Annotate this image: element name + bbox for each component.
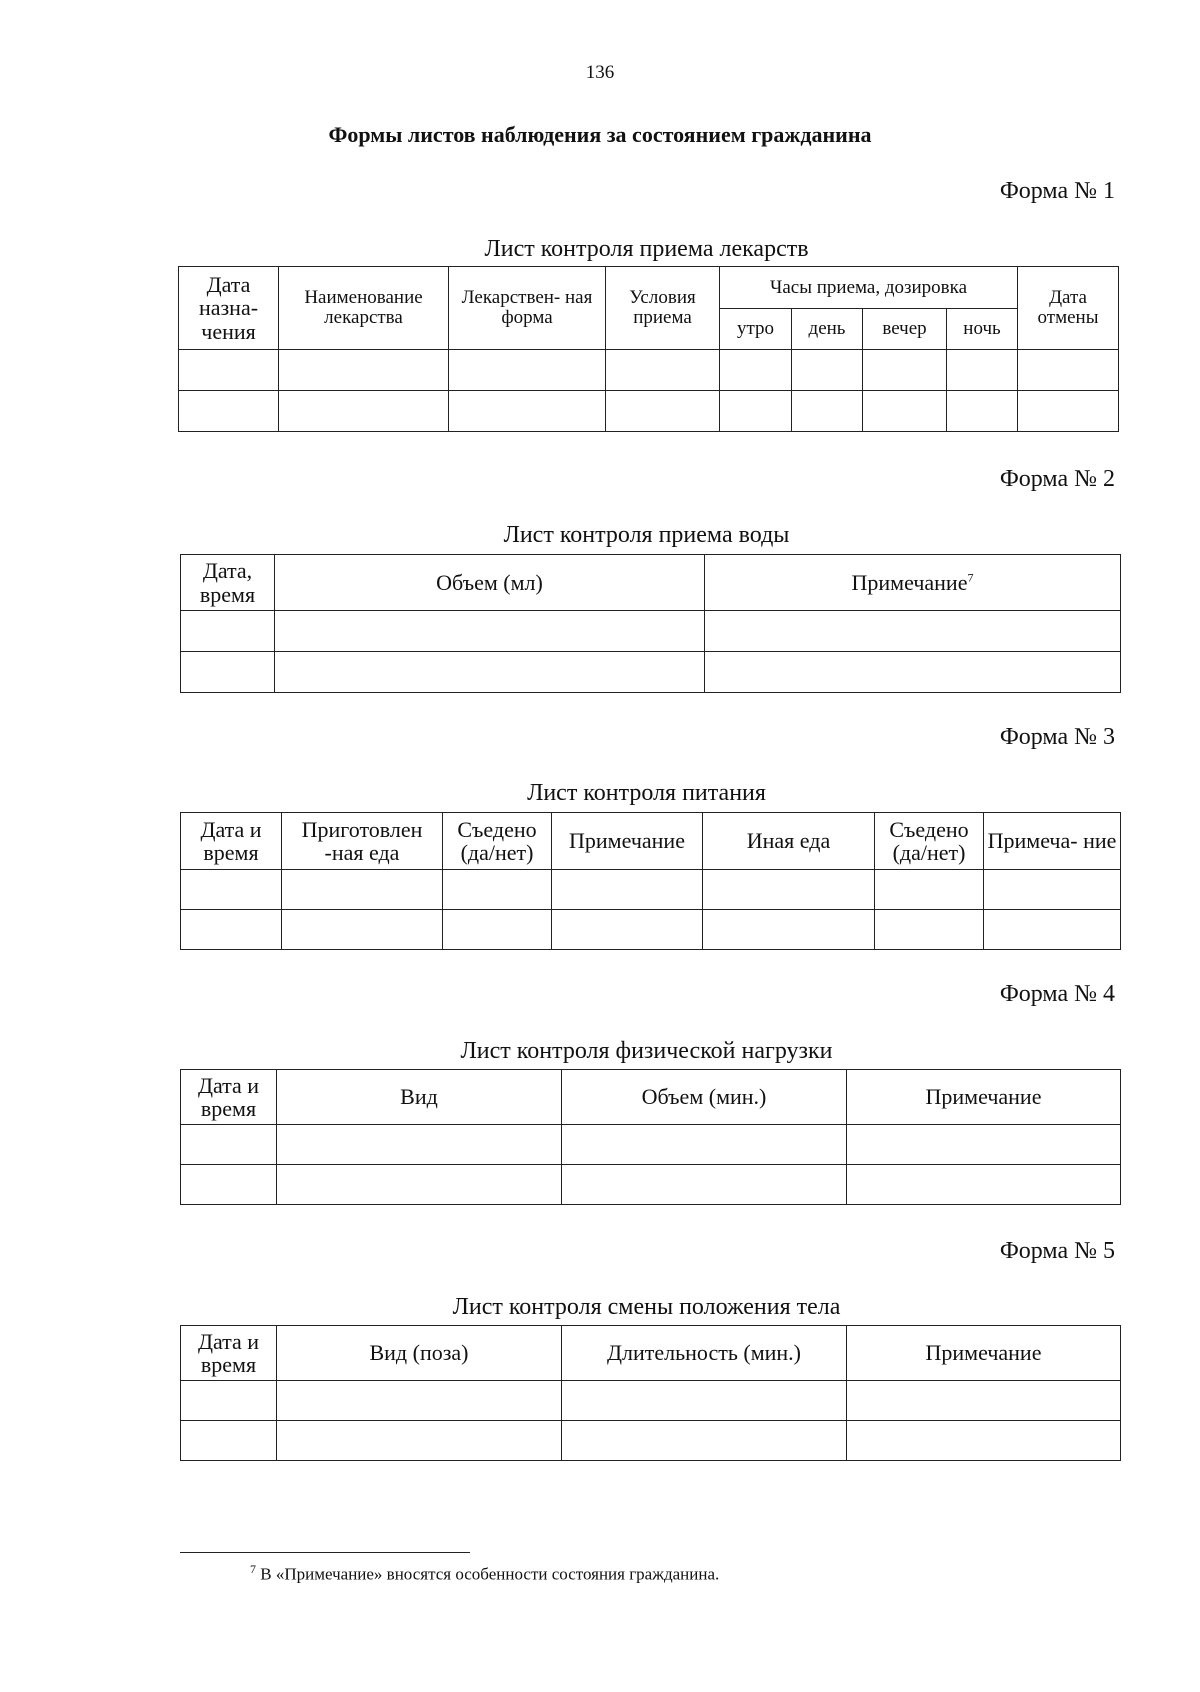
table-cell[interactable] [449,350,606,391]
form-3-table [180,812,1121,950]
header-note: Примечание [847,1326,1121,1381]
table-row [181,870,1121,910]
header-date-time: Дата и время [181,1070,277,1125]
table-cell[interactable] [552,910,703,950]
table-cell[interactable] [703,910,875,950]
table-cell[interactable] [181,1125,277,1165]
form-1-label: Форма № 1 [999,178,1115,204]
form-4-sheet-title: Лист контроля физической нагрузки [460,1038,833,1064]
footnote-mark: 7 [250,1562,256,1576]
table-row [181,910,1121,950]
footnote-ref: 7 [967,570,974,585]
table-cell[interactable] [279,391,449,432]
header-night: ночь [947,309,1018,350]
table-cell[interactable] [875,910,984,950]
header-other-food: Иная еда [703,813,875,870]
header-date-cancel: Дата отмены [1018,267,1119,350]
table-cell[interactable] [1018,391,1119,432]
table-cell[interactable] [947,391,1018,432]
table-cell[interactable] [1018,350,1119,391]
header-eaten-2: Съедено (да/нет) [875,813,984,870]
header-hours-dosage: Часы приема, дозировка [720,267,1018,309]
table-cell[interactable] [984,870,1121,910]
table-cell[interactable] [847,1381,1121,1421]
header-volume-min: Объем (мин.) [562,1070,847,1125]
table-cell[interactable] [720,391,792,432]
table-cell[interactable] [443,910,552,950]
header-date-time: Дата и время [181,813,282,870]
table-cell[interactable] [847,1165,1121,1205]
form-1-table [178,266,1119,432]
header-dosage-form: Лекарствен- ная форма [449,267,606,350]
table-cell[interactable] [792,391,863,432]
table-cell[interactable] [947,350,1018,391]
table-cell[interactable] [443,870,552,910]
table-cell[interactable] [562,1165,847,1205]
header-note: Примечание$^7$ [705,555,1121,611]
form-5-label: Форма № 5 [999,1238,1115,1264]
table-cell[interactable] [275,611,705,652]
table-cell[interactable] [275,652,705,693]
page-number: 136 [585,62,615,83]
table-cell[interactable] [279,350,449,391]
form-5-sheet-title: Лист контроля смены положения тела [452,1294,841,1320]
table-cell[interactable] [181,652,275,693]
table-row [179,391,1119,432]
table-cell[interactable] [606,350,720,391]
table-cell[interactable] [562,1125,847,1165]
header-evening: вечер [863,309,947,350]
header-duration-min: Длительность (мин.) [562,1326,847,1381]
form-2-sheet-title: Лист контроля приема воды [503,522,790,548]
form-2-table [180,554,1121,693]
header-note-2: Примеча- ние [984,813,1121,870]
header-date-time: Дата, время [181,555,275,611]
table-cell[interactable] [562,1421,847,1461]
table-cell[interactable] [277,1125,562,1165]
header-pose: Вид (поза) [277,1326,562,1381]
table-cell[interactable] [705,611,1121,652]
table-cell[interactable] [282,870,443,910]
header-drug-name: Наименование лекарства [279,267,449,350]
form-3-sheet-title: Лист контроля питания [527,780,766,806]
table-cell[interactable] [847,1421,1121,1461]
table-cell[interactable] [181,1165,277,1205]
table-cell[interactable] [863,350,947,391]
table-cell[interactable] [552,870,703,910]
table-cell[interactable] [984,910,1121,950]
table-cell[interactable] [277,1421,562,1461]
table-cell[interactable] [792,350,863,391]
table-cell[interactable] [720,350,792,391]
table-cell[interactable] [282,910,443,950]
header-note: Примечание [847,1070,1121,1125]
form-2-label: Форма № 2 [999,466,1115,492]
table-cell[interactable] [562,1381,847,1421]
table-cell[interactable] [179,350,279,391]
footnote [250,1562,719,1585]
table-cell[interactable] [703,870,875,910]
table-row [179,350,1119,391]
table-row [181,652,1121,693]
header-eaten: Съедено (да/нет) [443,813,552,870]
table-cell[interactable] [179,391,279,432]
table-cell[interactable] [181,1381,277,1421]
table-row [181,1165,1121,1205]
footnote-text: В «Примечание» вносятся особенности состояния гражданина. [260,1564,720,1584]
table-row [181,1421,1121,1461]
table-cell[interactable] [705,652,1121,693]
table-cell[interactable] [875,870,984,910]
header-note: Примечание [552,813,703,870]
table-row [181,1125,1121,1165]
document-title: Формы листов наблюдения за состоянием гражданина [328,122,872,147]
header-conditions: Условия приема [606,267,720,350]
table-cell[interactable] [449,391,606,432]
footnote-separator [180,1552,470,1553]
header-type: Вид [277,1070,562,1125]
table-row [181,611,1121,652]
form-1-sheet-title: Лист контроля приема лекарств [484,236,809,262]
table-cell[interactable] [181,611,275,652]
header-day: день [792,309,863,350]
table-cell[interactable] [181,910,282,950]
header-prepared-food: Приготовлен -ная еда [282,813,443,870]
form-4-label: Форма № 4 [999,981,1115,1007]
table-cell[interactable] [606,391,720,432]
form-4-table [180,1069,1121,1205]
table-cell[interactable] [181,870,282,910]
table-cell[interactable] [847,1125,1121,1165]
form-5-table [180,1325,1121,1461]
header-date-time: Дата и время [181,1326,277,1381]
header-date-assigned: Дата назна- чения [179,267,279,350]
table-cell[interactable] [181,1421,277,1461]
table-cell[interactable] [863,391,947,432]
header-volume-ml: Объем (мл) [275,555,705,611]
form-3-label: Форма № 3 [999,724,1115,750]
table-row [181,1381,1121,1421]
table-cell[interactable] [277,1165,562,1205]
table-cell[interactable] [277,1381,562,1421]
header-morning: утро [720,309,792,350]
